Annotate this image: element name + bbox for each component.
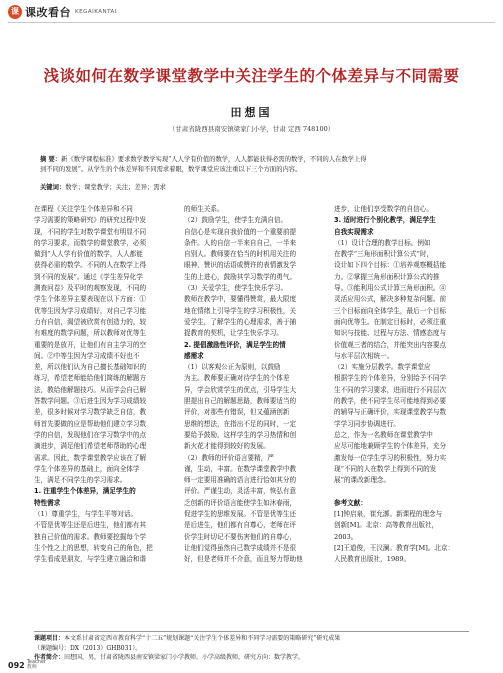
body-text-line: 的辅导与正确评价，实现课堂教学与数 <box>334 408 447 417</box>
body-text-line: 捉教育的契机，让学生快乐学习。 <box>184 329 283 338</box>
abstract-line: 到不同的发展”。从学生的个体差异和不同需求着眼，数学课堂应该注重以下三个方面的内容。 <box>40 166 302 173</box>
body-text-line: 应尽可能地兼顾学生的个体差异，充分 <box>334 442 447 451</box>
body-text-line: 评价。严谨生动，灵活丰富，恢弘有意 <box>184 487 297 496</box>
body-text-line <box>334 486 470 497</box>
footnote-line <box>34 653 474 663</box>
body-text-line: 间。②中等生因为学习成绩不好也不 <box>34 351 140 360</box>
body-column-2 <box>184 204 320 566</box>
body-text-line: 条件。人的自信一半来自自己，一半来 <box>184 238 297 247</box>
section-heading-line: 2. 提倡激励性评价，满足学生的情 <box>184 340 286 349</box>
body-text-line: 有难度的数学问题，所以教师对优等生 <box>34 329 147 338</box>
section-heading-line: 自我实现需求 <box>334 227 374 236</box>
body-text-line: 爱学生，了解学生的心理需求，善于捕 <box>184 317 297 326</box>
body-text-line: 独自己价值的需求。教师要挖掘每个学 <box>34 532 147 541</box>
page-header <box>0 0 503 24</box>
body-text-line: [1]钟启泉，崔允漷。新课程的理念与 <box>334 510 443 519</box>
body-text-line: 导。③能利用公式计算三角形面积。④ <box>334 284 447 293</box>
body-text-line: 激发每一位学生学习的积极性，努力实 <box>334 453 447 462</box>
body-text-line: 眼神，赞识的话语或赞许的表情激发学 <box>184 261 297 270</box>
body-text-line: 灵活应用公式，解决多种复杂问题。前 <box>334 295 447 304</box>
body-text-line: 到不同的发展”。通过《学生差异化学 <box>34 272 143 281</box>
column-name: 课改看台 <box>25 6 71 19</box>
page-number-box <box>8 660 46 670</box>
body-text-line: 2003。 <box>334 532 358 541</box>
body-text-line: 答数学问题。③后进生因为学习成绩较 <box>34 397 147 406</box>
footnote <box>34 634 474 663</box>
body-text-line: 法，教给他解题技巧。从而学会自己解 <box>34 385 147 394</box>
body-text-line: 学生个体差异主要表现在以下方面：① <box>34 295 147 304</box>
body-text-line: 新火花才能得到较好的发展。 <box>184 442 270 451</box>
body-text-line: 总之，作为一名教师在课堂教学中 <box>334 430 433 439</box>
section-heading-line: 特性需求 <box>34 498 61 507</box>
body-text-line: 练习，希望老师能给他们简练的解题方 <box>34 374 147 383</box>
body-text-line: 做到“人人学有价值的数学，人人都能 <box>34 250 143 259</box>
body-text-line: 差，很多时候对学习数学缺乏自信，教 <box>34 408 147 417</box>
body-text-line: 为主。教师要正确对待学生的个体差 <box>184 374 290 383</box>
body-text-line: 现，不同的学生对数学课堂有明显不同 <box>34 227 147 236</box>
header-divider <box>8 22 495 23</box>
footnote-line <box>34 634 474 644</box>
footnote-text: （课题编号：DX（2013）GHB031）。 <box>34 644 142 652</box>
body-text-line: 教师在教学中，要懂得赞赏，最大限度 <box>184 295 297 304</box>
abstract-text: 新《数学课程标准》要求数学教学实现“人人学有价值的数学，人人都能获得必需的数学，不同的人在数学上得 <box>61 156 367 163</box>
body-text-line: （3）关爱学生，使学生快乐学习。 <box>184 284 288 293</box>
body-text-line: （2）教师的评价语言要精，严 <box>184 453 274 462</box>
body-text-line: 展”的课改新理念。 <box>334 476 391 485</box>
body-text-line: 生个性之上的思想，转变自己的角色，把 <box>34 543 153 552</box>
body-text-line: 评价，对那些有错误，但又蕴涵创新 <box>184 408 290 417</box>
body-text-line: 力有自信，渴望被欣赏有创造力的，较 <box>34 317 147 326</box>
body-text-line: 面向优等生。在制定目标时，必须注重 <box>334 317 447 326</box>
logo-icon: 课 <box>8 5 22 19</box>
body-column-1 <box>34 204 170 566</box>
body-text-line: 在教学“三角形面积计算公式”时， <box>334 250 434 259</box>
body-text-line: 设计如下四个目标：①培养观察概括能 <box>334 261 447 270</box>
footnote-divider <box>34 631 469 632</box>
body-text-line: 知识与技能、过程与方法、情感态度与 <box>334 329 447 338</box>
body-text-line: （1）设计合理的教学目标。例如 <box>334 238 431 247</box>
body-text-line: （2）实施分层教学。数学课堂应 <box>334 363 431 372</box>
body-text-line: 思维的想法，在指出不足的同时，一定 <box>184 419 297 428</box>
body-text-line: 的学习要求，而数学的课堂教学，必须 <box>34 238 147 247</box>
body-text-line: 不管是优等生还是后进生，他们都有其 <box>34 521 147 530</box>
keywords-label: 关键词： <box>40 184 66 191</box>
body-text-line: 进步，让他们享受数学的自信心。 <box>334 205 433 213</box>
body-text-line: 价学生时切记不要伤害他们的自尊心， <box>184 532 297 541</box>
body-text-line: （2）鼓励学生，使学生充满自信。 <box>184 216 288 225</box>
abstract <box>40 155 470 175</box>
body-text-line: 异，学会欣赏学生的优点，引导学生大 <box>184 385 297 394</box>
body-text-line: 乏创新的评价语言能使学生如沐春雨， <box>184 498 297 507</box>
section-heading-line: 1. 注重学生个体差异，满足学生的 <box>34 487 136 496</box>
section-heading-line: 感需求 <box>184 351 204 360</box>
keywords <box>40 183 470 193</box>
body-text-line: 重要的是放开，让他们有自主学习的空 <box>34 340 147 349</box>
body-text-line: 滴进步，满足他们希望老师帮助的心理 <box>34 442 147 451</box>
body-text-line: 差，所以他们认为自己擅长基础知识的 <box>34 363 147 372</box>
body-text-line: 学习需要的策略研究》的研究过程中发 <box>34 216 147 225</box>
body-text-line: 自别人。教师要在恰当的时机用关注的 <box>184 250 297 259</box>
section-heading-line: 参考文献： <box>334 498 367 507</box>
body-text-line: 生，满足不同学生的学习需求。 <box>34 476 127 485</box>
journal-logo <box>8 4 117 20</box>
section-heading-line: 3. 适时进行个别化教学，满足学生 <box>334 216 436 225</box>
body-text-line: 让他们觉得虽然自己数学成绩并不是很 <box>184 543 297 552</box>
body-text-line: 价值观三者的结合，并能突出内容要点 <box>334 340 447 349</box>
body-text-line: 生不同的学习要求，进而进行不同层次 <box>334 385 447 394</box>
article-author: 田想国 <box>230 106 273 119</box>
body-text-line: 谨，生动，丰富。在数学课堂教学中教 <box>184 464 297 473</box>
body-text-line: 测查问卷》及平时的观察发现，不同的 <box>34 284 147 293</box>
body-text-line: 人民教育出版社，1989。 <box>334 555 411 564</box>
footnote-label: 作者简介： <box>34 654 65 661</box>
body-text-line: 根据学生的个体差异，分别给予不同学 <box>334 374 447 383</box>
body-text-line: 学生个体差异的基础上，面向全体学 <box>34 464 140 473</box>
body-text-line: 胆提出自己的解题思路，教师要适当的 <box>184 397 297 406</box>
magazine-name-cn: 教师 <box>26 664 37 670</box>
body-text-line: 生的上进心，鼓励其学习数学的勇气。 <box>184 272 297 281</box>
keywords-text: 数学；课堂教学；关注；差异；需求 <box>65 184 166 191</box>
footnote-label: 课题项目： <box>34 635 65 642</box>
magazine-name <box>27 660 46 670</box>
body-text-line: 创新[M]。北京：高等教育出版社， <box>334 521 439 530</box>
body-text-line: 学学习同步协调进行。 <box>334 419 400 428</box>
body-text-line: 的教学，使不同学生尽可能地得到必要 <box>334 397 447 406</box>
body-text-line: 力。②掌握三角形面积计算公式的推 <box>334 272 440 281</box>
body-text-line: 与水平层次相统一。 <box>334 351 394 360</box>
body-text-line: 师首先要做的应是帮助他们建立学习数 <box>34 419 147 428</box>
body-text-line: 好，但是老师并不介意，而且努力帮助他 <box>184 555 303 564</box>
body-text-line: [2]王道俊，王汉澜。教育学[M]。北京： <box>334 543 455 552</box>
body-text-line: 在课程《关注学生个体差异和不同 <box>34 205 133 213</box>
page-number: 092 <box>8 660 25 670</box>
body-text-line: 需求。因此，数学课堂教学应该在了解 <box>34 453 147 462</box>
body-text-line: 的师生关系。 <box>184 205 224 213</box>
abstract-line <box>40 155 470 165</box>
body-text-line: 获得必需的数学。不同的人在数学上得 <box>34 261 147 270</box>
body-text-line: （1）以客观公正为原则，以鼓励 <box>184 363 281 372</box>
body-text-line: 现“不同的人在数学上得到不同的发 <box>334 464 437 473</box>
magazine-name-en: Teacher <box>26 659 47 665</box>
body-text-line: 师一定要用准确的语言进行恰如其分的 <box>184 476 297 485</box>
column-name-pinyin: KEGAIKANTAI <box>75 9 117 15</box>
body-text-line: 三个目标面向全体学生，最后一个目标 <box>334 306 447 315</box>
body-text-line: 要给予鼓励，这样学生的学习热情和创 <box>184 430 297 439</box>
body-column-3 <box>334 204 470 566</box>
abstract-label: 摘 要： <box>40 156 62 163</box>
footnote-text: 本文系甘肃省定西市教育科学“十二五”规划课题“关注学生个体差异和不同学习需要的策略研究”研究成果 <box>64 635 341 642</box>
article-title: 浅谈如何在数学课堂教学中关注学生的个体差异与不同需要 <box>43 67 460 85</box>
body-text-line: 学的自信，发现他们在学习数学中的点 <box>34 430 147 439</box>
body-text-line: （1）尊重学生，与学生平等对话。 <box>34 510 138 519</box>
body-text-line: 优等生因为学习成绩好，对自己学习能 <box>34 306 147 315</box>
body-text-line: 是后进生，他们都有自尊心，老师在评 <box>184 521 297 530</box>
body-text-line: 学生看成是朋友，与学生建立融洽和谐 <box>34 555 147 564</box>
body-text-line: 地在情绪上引导学生的学习积极性，关 <box>184 306 297 315</box>
footnote-line <box>34 644 474 654</box>
body-text-line: 促进学生的思维发展。不管是优等生还 <box>184 510 297 519</box>
body-text-line: 自信心是实现自我价值的一个重要前提 <box>184 227 297 236</box>
footnote-text: 田想国，男，甘肃省陇西县南安镇梁家门小学教师，小学高级教师，研究方向：数学教学。 <box>64 654 305 661</box>
author-affiliation: （甘肃省陇西县南安镇梁家门小学，甘肃 定西 748100） <box>168 125 335 133</box>
